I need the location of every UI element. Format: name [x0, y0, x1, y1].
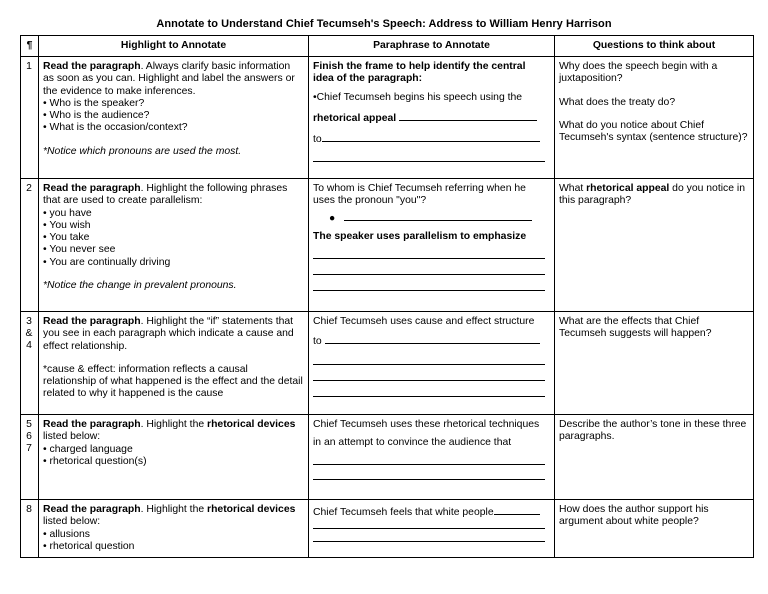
answer-line[interactable] — [313, 529, 545, 542]
highlight-cell[interactable] — [39, 179, 309, 312]
frame-to: to — [313, 134, 322, 146]
frame-to: to — [313, 336, 322, 348]
paragraph-number: 3 & 4 — [21, 312, 39, 415]
highlight-cell[interactable] — [39, 415, 309, 500]
answer-blank[interactable] — [344, 210, 532, 221]
prompt: Chief Tecumseh feels that white people — [313, 507, 494, 518]
answer-line[interactable] — [313, 450, 545, 465]
questions-cell — [555, 57, 754, 179]
highlight-cell[interactable] — [39, 312, 309, 415]
bullet-list — [43, 529, 303, 554]
table-row — [21, 500, 754, 558]
list-item: • You never see — [43, 244, 303, 256]
instruction-lead: Read the paragraph — [43, 61, 141, 72]
paragraph-number: 5 6 7 — [21, 415, 39, 500]
list-item: • rhetorical question — [43, 541, 303, 553]
question: What are the effects that Chief Tecumseh suggests will happen? — [559, 316, 712, 340]
bullet-dot: ● — [329, 212, 336, 224]
list-item: • You wish — [43, 220, 303, 232]
paragraph-number: 1 — [21, 57, 39, 179]
question: How does the author support his argument about white people? — [559, 504, 709, 528]
question: What do you notice about Chief Tecumseh's syntax (sentence structure)? — [559, 119, 748, 144]
instruction-text: listed below: — [43, 431, 101, 443]
answer-line[interactable] — [313, 349, 545, 365]
paraphrase-cell[interactable] — [309, 500, 555, 558]
instruction-text: . Highlight the — [140, 504, 208, 515]
worksheet-title: Annotate to Understand Chief Tecumseh's Speech: Address to William Henry Harrison — [156, 18, 612, 30]
paragraph-number: 8 — [21, 500, 39, 558]
paraphrase-cell[interactable] — [309, 415, 555, 500]
list-item: • charged language — [43, 444, 303, 456]
answer-line[interactable] — [313, 275, 545, 291]
answer-line[interactable] — [313, 381, 545, 397]
question: Why does the speech begin with a juxtaposition? — [559, 61, 718, 85]
instruction-text: . Highlight the “if” statements that you see in each paragraph which indicate a cause and effect relationship. — [43, 316, 294, 352]
questions-cell — [555, 500, 754, 558]
question: What does the treaty do? — [559, 96, 676, 108]
instruction-text: listed below: — [43, 516, 101, 528]
paraphrase-cell[interactable] — [309, 179, 555, 312]
instruction-lead: Read the paragraph — [43, 419, 141, 430]
instruction-text: . Highlight the — [140, 419, 208, 430]
header-highlight: Highlight to Annotate — [39, 36, 309, 57]
instruction-text: . Always clarify basic information as soon as you can. Highlight and label the answers or the evidence to make inferences. — [43, 61, 295, 97]
list-item: • rhetorical question(s) — [43, 456, 303, 468]
answer-blank[interactable] — [494, 504, 540, 515]
instruction-text: . Highlight the following phrases that are used to create parallelism: — [43, 183, 288, 207]
answer-line[interactable] — [313, 259, 545, 275]
bullet-list — [43, 208, 303, 269]
answer-line[interactable] — [313, 243, 545, 259]
list-item: • What is the occasion/context? — [43, 122, 303, 134]
questions-cell — [555, 415, 754, 500]
prompt: Chief Tecumseh uses cause and effect structure — [313, 316, 535, 327]
answer-line[interactable] — [313, 365, 545, 381]
table-row — [21, 179, 754, 312]
note: *Notice the change in prevalent pronouns. — [43, 280, 237, 292]
list-item: • you have — [43, 208, 303, 220]
answer-line[interactable] — [313, 519, 545, 529]
instruction-bold: rhetorical devices — [207, 504, 296, 515]
instruction-lead: Read the paragraph — [43, 504, 141, 515]
list-item: • Who is the speaker? — [43, 98, 303, 110]
table-row — [21, 57, 754, 179]
table-row — [21, 312, 754, 415]
bullet-list — [43, 444, 303, 469]
list-item: • Who is the audience? — [43, 110, 303, 122]
prompt: in an attempt to convince the audience that — [313, 437, 512, 449]
prompt: Chief Tecumseh uses these rhetorical techniques — [313, 419, 540, 430]
frame-bold: The speaker uses parallelism to emphasize — [313, 230, 527, 242]
list-item: • You are continually driving — [43, 257, 303, 269]
list-item: • allusions — [43, 529, 303, 541]
header-questions: Questions to think about — [555, 36, 754, 57]
highlight-cell[interactable] — [39, 500, 309, 558]
paragraph-number: 2 — [21, 179, 39, 312]
answer-blank[interactable] — [322, 131, 540, 142]
paraphrase-cell[interactable] — [309, 57, 555, 179]
answer-blank[interactable] — [325, 333, 540, 344]
table-row — [21, 415, 754, 500]
paraphrase-cell[interactable] — [309, 312, 555, 415]
question: Describe the author’s tone in these three paragraphs. — [559, 419, 747, 443]
questions-cell — [555, 179, 754, 312]
answer-line[interactable] — [313, 146, 545, 162]
prompt: To whom is Chief Tecumseh referring when he uses the pronoun "you"? — [313, 183, 526, 207]
questions-cell — [555, 312, 754, 415]
highlight-cell[interactable] — [39, 57, 309, 179]
sentence-frame: •Chief Tecumseh begins his speech using the — [313, 91, 523, 103]
annotation-table — [20, 35, 754, 558]
header-paragraph: ¶ — [21, 36, 39, 57]
bullet-list — [43, 98, 303, 135]
header-row — [21, 36, 754, 57]
frame-bold: rhetorical appeal — [313, 112, 397, 124]
list-item: • You take — [43, 232, 303, 244]
question: What rhetorical appeal do you notice in this paragraph? — [559, 183, 745, 207]
frame-instruction: Finish the frame to help identify the central idea of the paragraph: — [313, 61, 526, 85]
note: *Notice which pronouns are used the most. — [43, 145, 242, 157]
header-paraphrase: Paraphrase to Annotate — [309, 36, 555, 57]
answer-line[interactable] — [313, 465, 545, 480]
instruction-bold: rhetorical devices — [207, 419, 296, 430]
note: *cause & effect: information reflects a causal relationship of what happened is the effect and the detail related to why it happened is the cause — [43, 363, 303, 400]
instruction-lead: Read the paragraph — [43, 316, 141, 327]
answer-blank[interactable] — [399, 110, 537, 121]
instruction-lead: Read the paragraph — [43, 183, 141, 194]
